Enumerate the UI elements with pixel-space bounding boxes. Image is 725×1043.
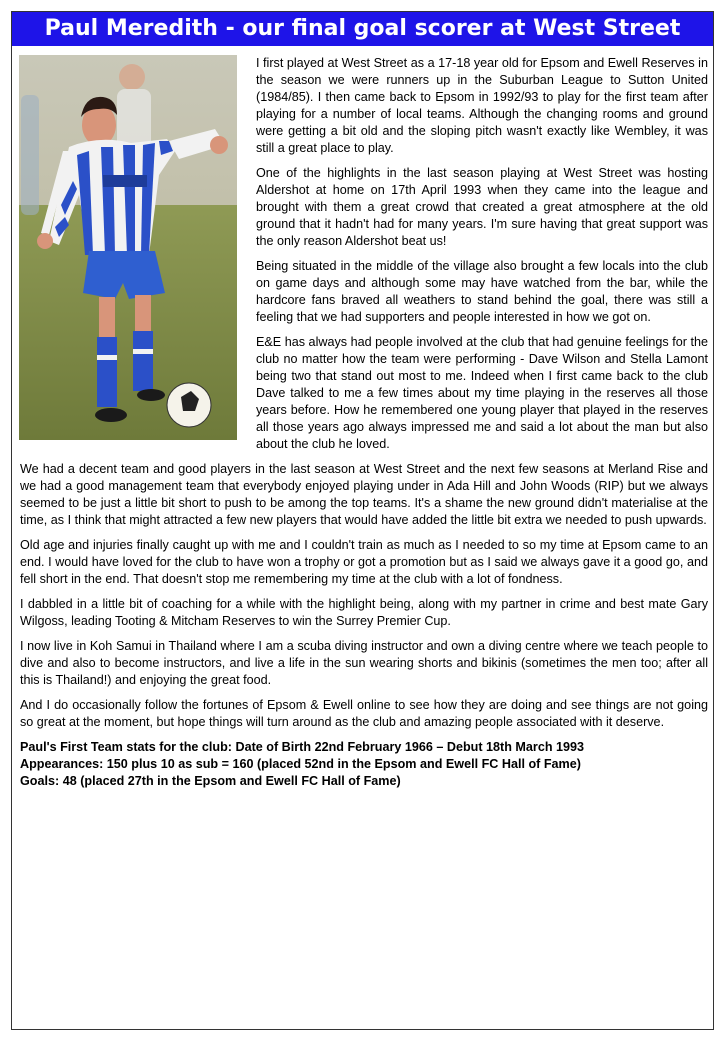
paragraph-8: I now live in Koh Samui in Thailand where I am a scuba diving instructor and own a diving centre where we teach people to dive and also to become instructors, and live a life in the sun wearing shorts and bikinis (sometimes the men too; after all this is Thailand!) and enjoying the great food. bbox=[20, 639, 708, 687]
article-body bbox=[20, 55, 708, 790]
stats-line-appearances: Appearances: 150 plus 10 as sub = 160 (placed 52nd in the Epsom and Ewell FC Hall of Fame) bbox=[20, 757, 581, 771]
paragraph-3: Being situated in the middle of the village also brought a few locals into the club on game days and although some may have watched from the bar, while the hardcore fans braved all weathers to stand behind the goal, there was still a feeling that we had supporters and people interested in how we got on. bbox=[256, 259, 708, 324]
stats-line-dob-debut: Paul's First Team stats for the club: Date of Birth 22nd February 1966 – Debut 18th March 1993 bbox=[20, 740, 585, 754]
article-title: Paul Meredith - our final goal scorer at West Street bbox=[12, 12, 713, 46]
paragraph-9: And I do occasionally follow the fortunes of Epsom & Ewell online to see how they are doing and see things are not going so great at the moment, but hope things will turn around as the club and amazing people associated with it deserve. bbox=[20, 698, 708, 729]
paragraph-5: We had a decent team and good players in the last season at West Street and the next few seasons at Merland Rise and we had a good management team that everybody enjoyed playing under in Ada Hill and John Woods (RIP) but we always seemed to be just a little bit short to push to be among the top teams. It's a shame the new ground didn't materialise at the time, as I think that might attracted a few new players that would have added the little bit extra we needed to push upwards. bbox=[20, 462, 708, 527]
paragraph-7: I dabbled in a little bit of coaching for a while with the highlight being, along with my partner in crime and best mate Gary Wilgoss, leading Tooting & Mitcham Reserves to win the Surrey Premier Cup. bbox=[20, 597, 708, 628]
player-stats bbox=[20, 739, 708, 790]
paragraph-2: One of the highlights in the last season playing at West Street was hosting Aldershot at home on 17th April 1993 when they came into the league and brought with them a great crowd that created a great atmosphere at the old ground that it hadn't had for many years. I'm sure having that great support was the only reason Aldershot beat us! bbox=[256, 166, 708, 248]
paragraph-4: E&E has always had people involved at the club that had genuine feelings for the club no matter how the team were performing - Dave Wilson and Stella Lamont being two that stand out most to me. Indeed when I first came back to the club Dave talked to me a few times about my time playing in the reserves all those years before. How he remembered one young player that played in the reserves all those years ago always impressed me and said a lot about the man but also about the club he loved. bbox=[256, 335, 708, 451]
article-frame bbox=[11, 11, 714, 1030]
paragraph-1: I first played at West Street as a 17-18 year old for Epsom and Ewell Reserves in the season we were runners up in the Suburban League to Sutton United (1984/85). I then came back to Epsom in 1992/93 to play for the first team after playing for a number of local teams. Although the changing rooms and ground were getting a bit old and the sloping pitch wasn't exactly like Wembley, it was still a great place to play. bbox=[256, 56, 708, 155]
stats-line-goals: Goals: 48 (placed 27th in the Epsom and Ewell FC Hall of Fame) bbox=[20, 774, 401, 788]
paragraph-6: Old age and injuries finally caught up with me and I couldn't train as much as I needed to so my time at Epsom came to an end. I would have loved for the club to have won a trophy or got a promotion but as I said we always gave it a good go, and fell short in the end. That doesn't stop me remembering my time at the club with a lot of fondness. bbox=[20, 538, 708, 586]
